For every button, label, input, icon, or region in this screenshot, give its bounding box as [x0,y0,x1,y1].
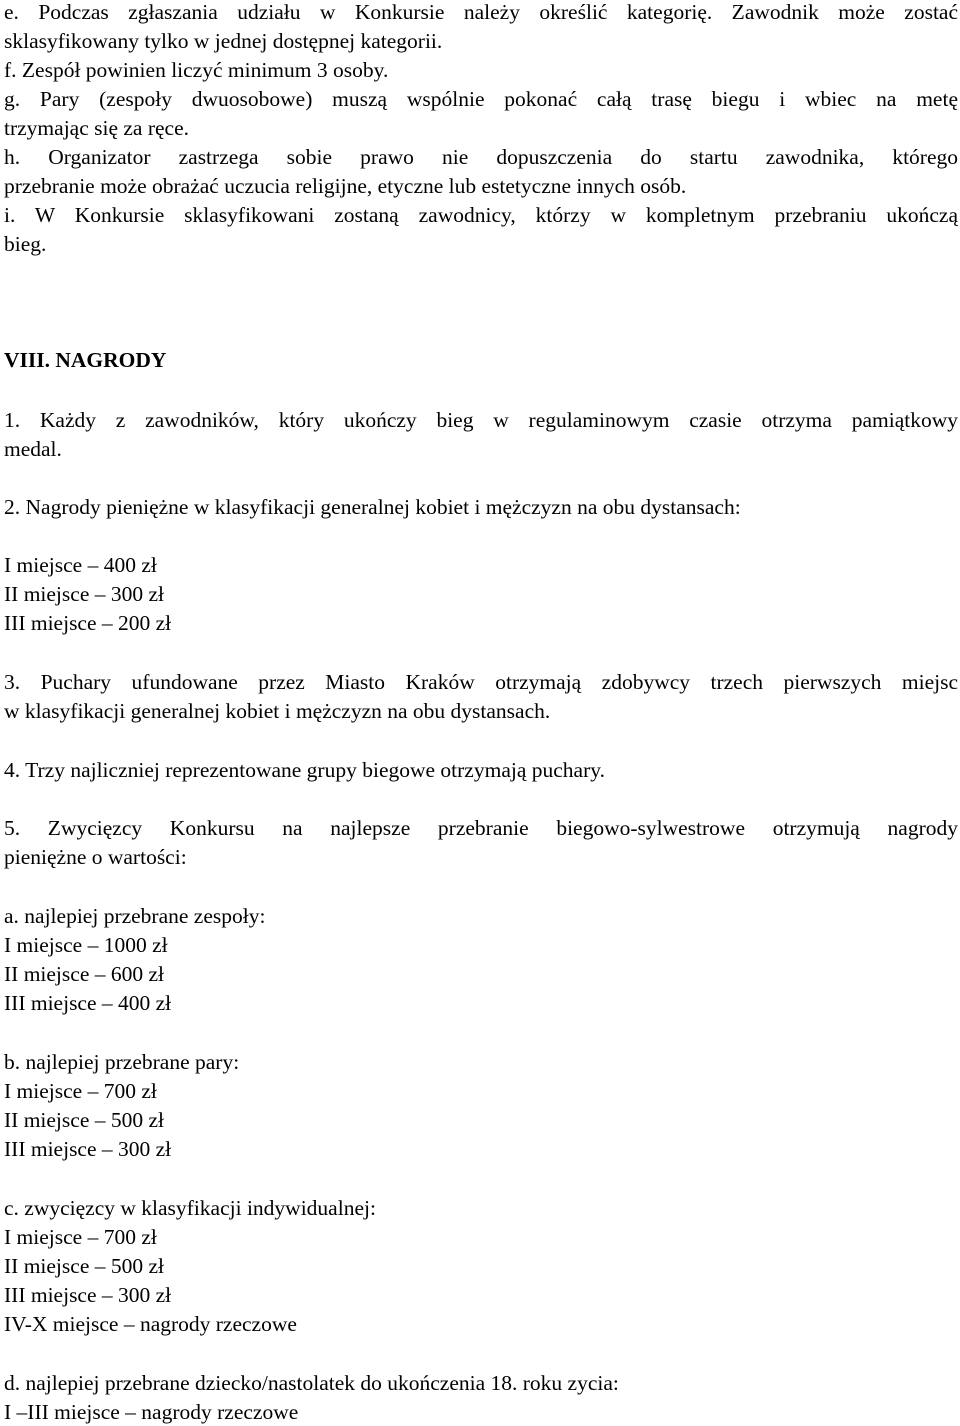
category-c-title: c. zwycięzcy w klasyfikacji indywidualnej: [4,1196,376,1220]
category-a-title: a. najlepiej przebrane zespoły: [4,904,266,928]
prize-2-item: III miejsce – 200 zł [4,611,172,635]
paragraph-h-line1: h. Organizator zastrzega sobie prawo nie dopuszczenia do startu zawodnika, którego [4,145,958,169]
category-b-item: III miejsce – 300 zł [4,1137,172,1161]
paragraph-f: f. Zespół powinien liczyć minimum 3 osoby. [4,58,389,82]
category-c-item: IV-X miejsce – nagrody rzeczowe [4,1312,297,1336]
category-d-item: I –III miejsce – nagrody rzeczowe [4,1400,299,1424]
category-a-item: II miejsce – 600 zł [4,962,165,986]
paragraph-g-line2: trzymając się za ręce. [4,116,190,140]
prize-2-item: I miejsce – 400 zł [4,553,157,577]
section-heading: VIII. NAGRODY [4,348,167,372]
paragraph-i-line1: i. W Konkursie sklasyfikowani zostaną zawodnicy, którzy w kompletnym przebraniu ukończą [4,203,958,227]
category-a-item: III miejsce – 400 zł [4,991,172,1015]
paragraph-e-line2: sklasyfikowany tylko w jednej dostępnej kategorii. [4,29,443,53]
prize-1-line2: medal. [4,437,62,461]
category-c-item: III miejsce – 300 zł [4,1283,172,1307]
category-a-item: I miejsce – 1000 zł [4,933,168,957]
paragraph-h-line2: przebranie może obrażać uczucia religijne, etyczne lub estetyczne innych osób. [4,174,687,198]
prize-4-text: 4. Trzy najliczniej reprezentowane grupy biegowe otrzymają puchary. [4,758,605,782]
category-d-title: d. najlepiej przebrane dziecko/nastolatek do ukończenia 18. roku zycia: [4,1371,619,1395]
prize-3-line2: w klasyfikacji generalnej kobiet i mężczyzn na obu dystansach. [4,699,551,723]
category-c-item: I miejsce – 700 zł [4,1225,157,1249]
paragraph-g-line1: g. Pary (zespoły dwuosobowe) muszą wspólnie pokonać całą trasę biegu i wbiec na metę [4,87,958,111]
paragraph-e-line1: e. Podczas zgłaszania udziału w Konkursie należy określić kategorię. Zawodnik może zostać [4,0,958,24]
paragraph-i-line2: bieg. [4,232,47,256]
category-b-title: b. najlepiej przebrane pary: [4,1050,240,1074]
prize-5-line2: pieniężne o wartości: [4,845,187,869]
category-c-item: II miejsce – 500 zł [4,1254,165,1278]
category-b-item: I miejsce – 700 zł [4,1079,157,1103]
prize-5-line1: 5. Zwycięzcy Konkursu na najlepsze przebranie biegowo-sylwestrowe otrzymują nagrody [4,816,958,840]
prize-2-item: II miejsce – 300 zł [4,582,165,606]
category-b-item: II miejsce – 500 zł [4,1108,165,1132]
prize-3-line1: 3. Puchary ufundowane przez Miasto Kraków otrzymają zdobywcy trzech pierwszych miejsc [4,670,958,694]
prize-2-text: 2. Nagrody pieniężne w klasyfikacji generalnej kobiet i mężczyzn na obu dystansach: [4,495,741,519]
prize-1-line1: 1. Każdy z zawodników, który ukończy bieg w regulaminowym czasie otrzyma pamiątkowy [4,408,958,432]
